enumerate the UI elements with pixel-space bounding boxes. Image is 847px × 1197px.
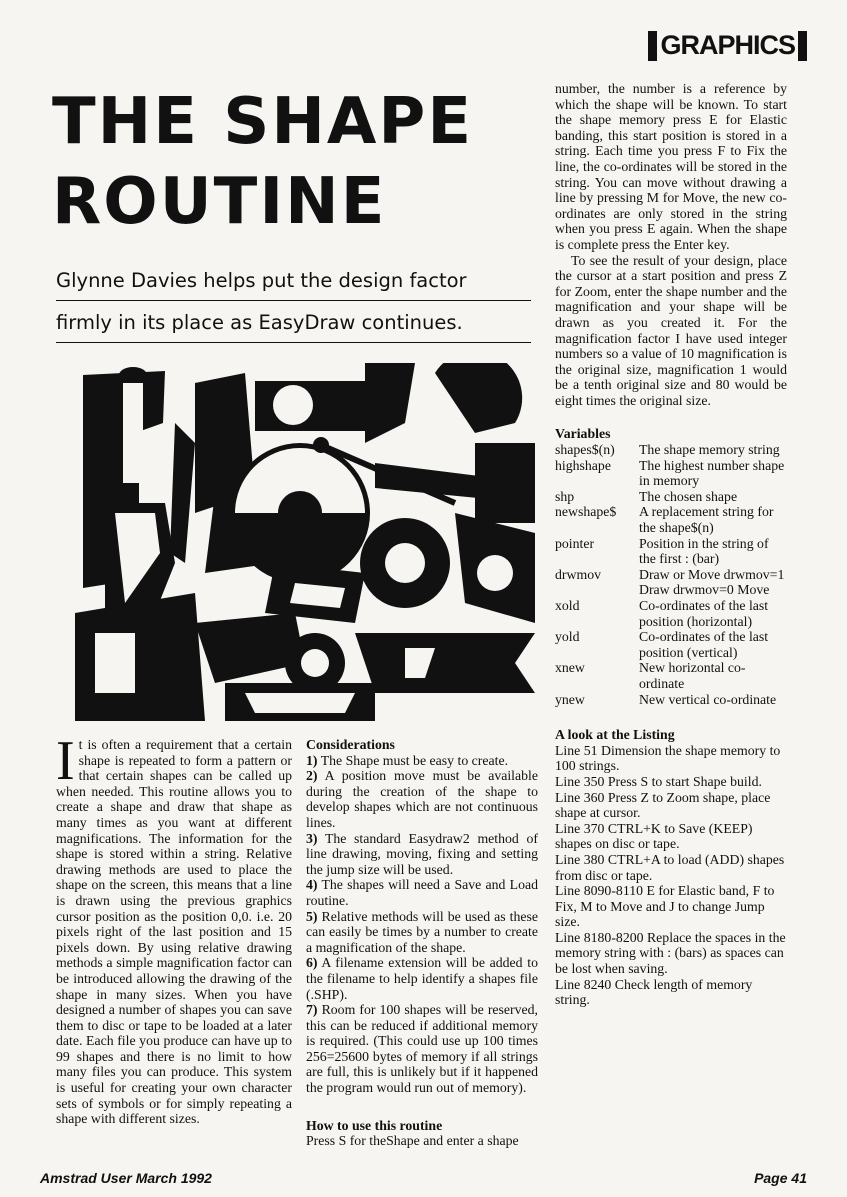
listing-line: Line 8240 Check length of memory string. <box>555 976 753 1008</box>
shape-artwork <box>75 363 537 721</box>
variable-row: xold Co-ordinates of the last position (horizontal) <box>555 598 769 629</box>
listing-line: Line 8180-8200 Replace the spaces in the memory string with : (bars) as spaces can be lost when saving. <box>555 929 786 977</box>
how-to-use-heading: How to use this routine <box>306 1117 443 1133</box>
tag-bar-right <box>798 31 807 61</box>
footer-page-number: Page 41 <box>754 1170 807 1186</box>
variables-heading: Variables <box>555 426 611 442</box>
listing-heading: A look at the Listing <box>555 727 675 743</box>
variable-row: highshape The highest number shape in memory <box>555 457 785 489</box>
intro-text: t is often a requirement that a certain shape is repeated to form a pattern or that certain shapes can be called up when needed. This routine allows you to create a shape and draw that shape as many times as you want at different magnifications. The information for the shape is stored within a string. Relative drawing methods are used to place the shape on the screen, this means that a line is drawn using the previous graphics cursor position as the position 0,0. i.e. 20 pixels right of the last position and 15 pixels down. By using relative drawing methods a simple magnification factor can be introduced allowing the drawing of the shape in many sizes. When you have designed a number of shapes you can save them to disc or tape to be loaded at a later date. Each file you produce can have up to 99 shapes and there is no limit to how many files you can produce. This system is useful for creating your own character sets of symbols or for simply repeating a shape with different sizes. <box>56 737 292 1127</box>
drop-cap: I <box>56 730 75 792</box>
variable-row: ynew New vertical co-ordinate <box>555 691 777 707</box>
consideration-item: 7) Room for 100 shapes will be reserved, this can be reduced if additional memory is required. (This could use up 100 times 256=25600 bytes of memory if all strings are full, this is unlikely but if it happened the program would run out of memory). <box>306 1002 538 1096</box>
listing-line: Line 350 Press S to start Shape build. <box>555 773 762 789</box>
variable-row: drwmov Draw or Move drwmov=1 Draw drwmov=0 Move <box>555 566 785 598</box>
consideration-item: 3) The standard Easydraw2 method of line drawing, moving, fixing and setting the jump size will be used. <box>306 830 538 877</box>
consideration-item: 2) A position move must be available during the creation of the shape to develop shapes which are not continuous lines. <box>306 768 538 830</box>
variables-table <box>555 442 787 707</box>
variable-row: newshape$ A replacement string for the shape$(n) <box>555 504 774 536</box>
variable-row: yold Co-ordinates of the last position (vertical) <box>555 629 769 660</box>
how-to-use-text: Press S for theShape and enter a shape <box>306 1133 519 1149</box>
right-column <box>555 81 787 1008</box>
variable-row: shapes$(n) The shape memory string <box>555 442 780 458</box>
tag-bar-left <box>648 31 657 61</box>
article-title <box>52 82 552 242</box>
considerations-heading: Considerations <box>306 737 395 752</box>
right-para-2: To see the result of your design, place the cursor at a start position and press Z for Zoom, enter the shape number and the magnification and your shape will be drawn as you created it. For the magnification factor I have used integer numbers so a value of 10 magnification is the original size, magnification 1 would be a tenth original size and 80 would be eight times the original size. <box>555 252 787 408</box>
consideration-item: 6) A filename extension will be added to the filename to help identify a shapes file (.SHP). <box>306 955 538 1002</box>
right-para-1: number, the number is a reference by which the shape will be known. To start the shape memory press E for Elastic banding, this start position is stored in a string. Each time you press F to Fix the line, the co-ordinates will be stored in the string. You can move without drawing a line by pressing M for Move, the new co-ordinates are only stored in the string when you press E again. When the shape is complete press the Enter key. <box>555 81 787 252</box>
footer-publication: Amstrad User March 1992 <box>40 1170 212 1186</box>
section-tag-label: GRAPHICS <box>660 30 795 60</box>
consideration-item: 5) Relative methods will be used as these can easily be times by a number to create a magnification of the shape. <box>306 908 538 955</box>
section-tag <box>648 30 807 61</box>
subtitle-line-2: firmly in its place as EasyDraw continues. <box>56 310 531 343</box>
variable-row: xnew New horizontal co-ordinate <box>555 660 746 691</box>
listing-line: Line 8090-8110 E for Elastic band, F to Fix, M to Move and J to change Jump size. <box>555 883 775 930</box>
listing-line: Line 51 Dimension the shape memory to 100 strings. <box>555 742 781 774</box>
considerations-column <box>306 737 538 1149</box>
listing-line: Line 360 Press Z to Zoom shape, place shape at cursor. <box>555 789 771 821</box>
variable-row: pointer Position in the string of the first : (bar) <box>555 535 769 567</box>
title-line-1: THE SHAPE <box>52 85 474 159</box>
listing-line: Line 380 CTRL+A to load (ADD) shapes from disc or tape. <box>555 851 785 883</box>
consideration-item: 4) The shapes will need a Save and Load routine. <box>306 877 538 908</box>
subtitle-line-1: Glynne Davies helps put the design factor <box>56 268 531 301</box>
variable-row: shp The chosen shape <box>555 488 738 504</box>
listing-line: Line 370 CTRL+K to Save (KEEP) shapes on disc or tape. <box>555 820 753 852</box>
title-line-2: ROUTINE <box>52 165 387 239</box>
intro-column <box>56 730 292 1127</box>
consideration-item: 1) The Shape must be easy to create. <box>306 752 509 768</box>
